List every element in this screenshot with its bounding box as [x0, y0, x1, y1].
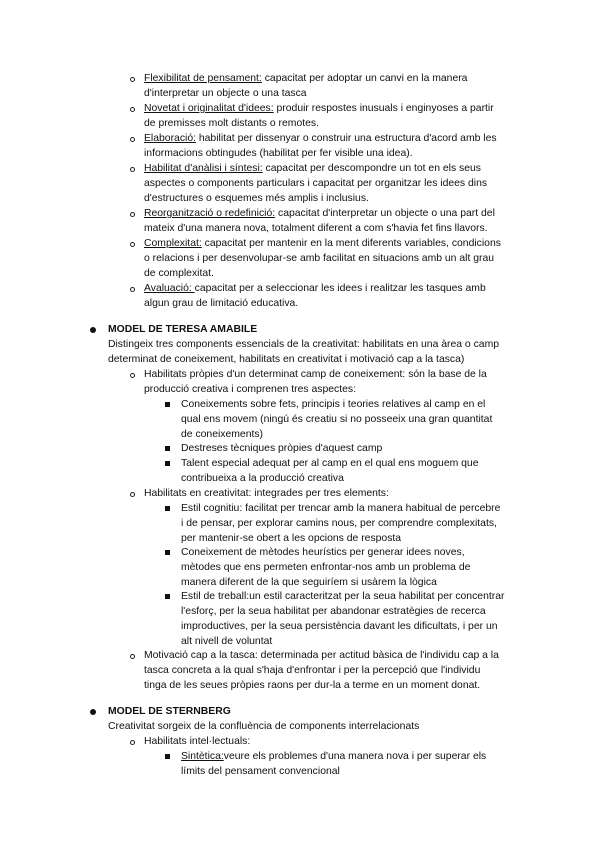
definition: capacitat d'interpretar un objecte o una part del — [275, 208, 495, 219]
hollow-bullet-icon — [130, 654, 135, 659]
list-item-line: producció creativa i comprenen tres aspectes: — [144, 384, 356, 395]
list-item-line: informacions obtingudes (habilitat per fer visible una idea). — [144, 148, 413, 159]
list-item-line: Motivació cap a la tasca: determinada per actitud bàsica de l'individu cap a la — [144, 650, 499, 661]
list-item-line: Estil de treball:un estil caracteritzat per la seua habilitat per concentrar — [181, 591, 505, 602]
square-bullet-icon — [165, 594, 170, 599]
list-item-line — [144, 206, 495, 221]
list-item-line: manera diferent de la que seguiríem si usàrem la lògica — [181, 577, 437, 588]
list-item-line: i de pensar, per explorar camins nous, per comprendre complexitats, — [181, 518, 497, 529]
list-item-line — [144, 131, 497, 146]
hollow-bullet-icon — [130, 212, 135, 217]
list-item-line: Habilitats en creativitat: integrades per tres elements: — [144, 488, 389, 499]
list-item-line — [144, 281, 486, 296]
list-item-line: límits del pensament convencional — [181, 766, 340, 777]
list-item-line: qual ens movem (ningú és creatiu si no posseeix una gran quantitat — [181, 414, 493, 425]
list-item-line: Habilitats intel·lectuals: — [144, 736, 251, 747]
list-item-line: mateix d'una manera nova, totalment diferent a com s'havia fet fins llavors. — [144, 223, 488, 234]
list-item-line — [144, 161, 481, 176]
term: Sintètica: — [181, 751, 224, 762]
hollow-bullet-icon — [130, 287, 135, 292]
list-item-line — [144, 101, 494, 116]
list-item-line: tasca concreta a la qual s'haja d'enfrontar i per la percepció que l'individu — [144, 665, 481, 676]
square-bullet-icon — [165, 446, 170, 451]
square-bullet-icon — [165, 550, 170, 555]
hollow-bullet-icon — [130, 242, 135, 247]
hollow-bullet-icon — [130, 107, 135, 112]
term: Avaluació: — [144, 283, 195, 294]
definition: habilitat per dissenyar o construir una estructura d'acord amb les — [195, 133, 497, 144]
paragraph-line: Distingeix tres components essencials de la creativitat: habilitats en una àrea o camp — [108, 339, 500, 350]
list-item-line: d'interpretar un objecte o una tasca — [144, 88, 307, 99]
term: Complexitat: — [144, 238, 202, 249]
definition: capacitat per adoptar un canvi en la manera — [261, 73, 468, 84]
list-item-line — [181, 749, 486, 764]
list-item-line: Habilitats pròpies d'un determinat camp de coneixement: són la base de la — [144, 369, 487, 380]
term: Habilitat d'anàlisi i síntesi: — [144, 163, 263, 174]
list-item-line: Talent especial adequat per al camp en el qual ens moguem que — [181, 458, 479, 469]
hollow-bullet-icon — [130, 77, 135, 82]
list-item-line: de coneixements) — [181, 429, 264, 440]
paragraph-line: determinat de coneixement, habilitats en creativitat i motivació cap a la tasca) — [108, 354, 465, 365]
list-item-line — [144, 71, 467, 86]
list-item-line: contribueixa a la producció creativa — [181, 473, 344, 484]
list-item-line: aspectes o components particulars i capacitat per organitzar les idees dins — [144, 178, 488, 189]
term: Flexibilitat de pensament: — [144, 73, 262, 84]
term: Elaboració: — [144, 133, 196, 144]
list-item-line: o relacions i per desenvolupar-se amb facilitat en situacions amb un alt grau — [144, 253, 495, 264]
square-bullet-icon — [165, 754, 170, 759]
list-item-line: Destreses tècniques pròpies d'aquest camp — [181, 443, 383, 454]
bullet-icon — [90, 709, 96, 715]
list-item-line: de complexitat. — [144, 268, 214, 279]
definition: capacitat per mantenir en la ment diferents variables, condicions — [201, 238, 501, 249]
square-bullet-icon — [165, 506, 170, 511]
square-bullet-icon — [165, 461, 170, 466]
definition: capacitat per a seleccionar les idees i realitzar les tasques amb — [194, 283, 486, 294]
paragraph-line: Creativitat sorgeix de la confluència de components interrelacionats — [108, 721, 420, 732]
definition: veure els problemes d'una manera nova i per superar els — [223, 751, 487, 762]
section-heading: MODEL DE TERESA AMABILE — [108, 324, 258, 335]
term: Novetat i originalitat d'idees: — [144, 103, 274, 114]
list-item-line: de premisses molt distants o remotes. — [144, 118, 319, 129]
definition: produir respostes inusuals i enginyoses a partir — [273, 103, 494, 114]
hollow-bullet-icon — [130, 137, 135, 142]
bullet-icon — [90, 327, 96, 333]
list-item-line: tinga de les seues pròpies raons per dur-la a terme en un moment donat. — [144, 680, 481, 691]
list-item-line: algun grau de limitació educativa. — [144, 298, 299, 309]
list-item-line: d'estructures o esquemes més amplis i inclusius. — [144, 193, 369, 204]
list-item-line: l'esforç, per la seua habilitat per abandonar estratègies de recerca — [181, 606, 486, 617]
hollow-bullet-icon — [130, 373, 135, 378]
list-item-line: per mantenir-se obert a les opcions de resposta — [181, 533, 402, 544]
list-item-line: alt nivell de voluntat — [181, 636, 273, 647]
term: Reorganització o redefinició: — [144, 208, 276, 219]
list-item-line: Estil cognitiu: facilitat per trencar amb la manera habitual de percebre — [181, 503, 501, 514]
hollow-bullet-icon — [130, 740, 135, 745]
list-item-line: improductives, per la seua persistència davant les dificultats, i per un — [181, 621, 498, 632]
hollow-bullet-icon — [130, 167, 135, 172]
list-item-line: Coneixements sobre fets, principis i teories relatives al camp en el — [181, 399, 486, 410]
list-item-line: mètodes que ens permeten enfrontar-nos amb un problema de — [181, 562, 471, 573]
hollow-bullet-icon — [130, 492, 135, 497]
list-item-line: Coneixement de mètodes heurístics per generar idees noves, — [181, 547, 465, 558]
definition: capacitat per descompondre un tot en els seus — [262, 163, 481, 174]
square-bullet-icon — [165, 402, 170, 407]
list-item-line — [144, 236, 501, 251]
section-heading: MODEL DE STERNBERG — [108, 706, 231, 717]
